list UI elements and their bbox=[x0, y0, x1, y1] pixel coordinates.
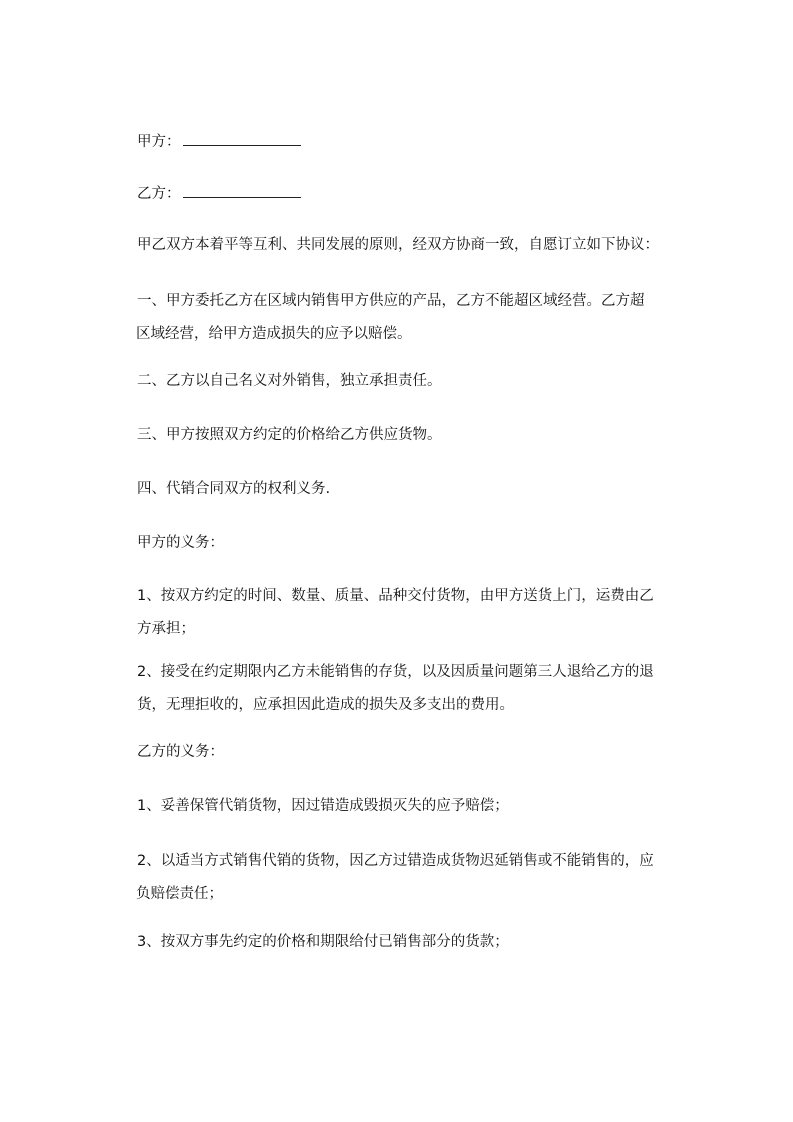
party-b-duties-heading-text: 乙方的义务： bbox=[137, 744, 224, 760]
preamble-text: 甲乙双方本着平等互利、共同发展的原则，经双方协商一致，自愿订立如下协议： bbox=[137, 237, 659, 253]
preamble bbox=[0, 229, 793, 262]
party-b-duty-1-text: 1、妥善保管代销货物，因过错造成毁损灭失的应予赔偿； bbox=[137, 798, 509, 814]
party-b-label: 乙方： bbox=[137, 186, 181, 202]
clause-3 bbox=[0, 419, 793, 452]
party-a-duty-1-line-2: 方承担； bbox=[137, 621, 195, 637]
party-a-blank bbox=[183, 131, 301, 146]
party-b-duty-3 bbox=[0, 926, 793, 959]
clause-1-line-1: 一、甲方委托乙方在区域内销售甲方供应的产品，乙方不能超区域经营。乙方超 bbox=[137, 293, 645, 309]
clause-4 bbox=[0, 473, 793, 506]
clause-2 bbox=[0, 365, 793, 398]
party-a-duty-1 bbox=[0, 580, 793, 646]
clause-1-line-2: 区域经营，给甲方造成损失的应予以赔偿。 bbox=[136, 326, 412, 342]
party-a-field bbox=[0, 126, 793, 159]
party-a-duty-2 bbox=[0, 656, 793, 722]
party-b-field bbox=[0, 178, 793, 211]
party-b-duty-2-line-1: 2、以适当方式销售代销的货物，因乙方过错造成货物迟延销售或不能销售的，应 bbox=[137, 853, 654, 869]
party-b-duty-2-line-2: 负赔偿责任； bbox=[136, 886, 223, 902]
clause-3-text: 三、甲方按照双方约定的价格给乙方供应货物。 bbox=[137, 427, 442, 443]
clause-1 bbox=[0, 285, 793, 351]
party-a-label: 甲方： bbox=[137, 134, 181, 150]
party-a-duties-heading bbox=[0, 527, 793, 560]
party-b-duties-heading bbox=[0, 736, 793, 769]
party-a-duty-1-line-1: 1、按双方约定的时间、数量、质量、品种交付货物，由甲方送货上门，运费由乙 bbox=[137, 588, 654, 604]
party-a-duty-2-line-2: 货，无理拒收的，应承担因此造成的损失及多支出的费用。 bbox=[137, 697, 514, 713]
party-a-duties-heading-text: 甲方的义务： bbox=[137, 535, 224, 551]
party-a-duty-2-line-1: 2、接受在约定期限内乙方未能销售的存货，以及因质量问题第三人退给乙方的退 bbox=[137, 664, 654, 680]
party-b-blank bbox=[183, 183, 301, 198]
party-b-duty-1 bbox=[0, 790, 793, 823]
clause-4-text: 四、代销合同双方的权利义务. bbox=[137, 481, 331, 497]
party-b-duty-2 bbox=[0, 845, 793, 911]
clause-2-text: 二、乙方以自己名义对外销售，独立承担责任。 bbox=[137, 373, 442, 389]
party-b-duty-3-text: 3、按双方事先约定的价格和期限给付已销售部分的货款； bbox=[137, 934, 509, 950]
